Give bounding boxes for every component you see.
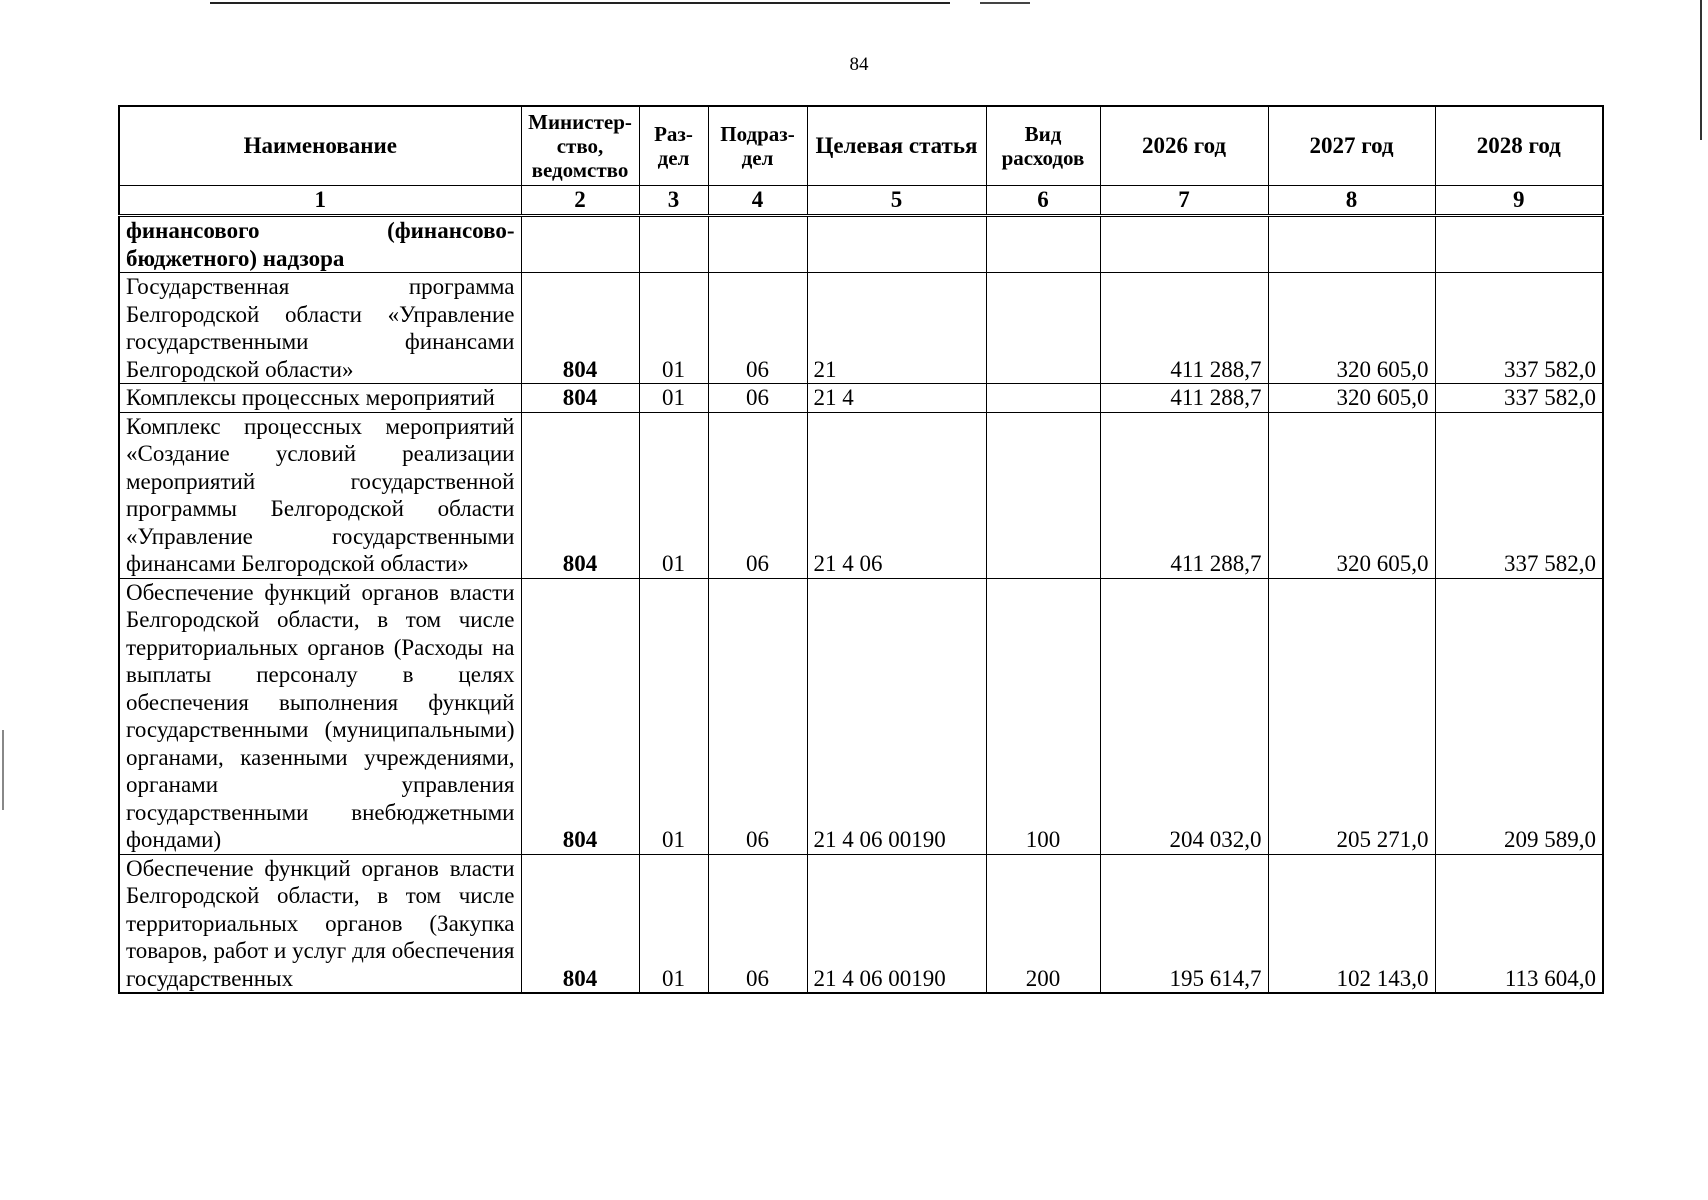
- header-section: Раз-дел: [639, 106, 708, 186]
- header-expense-type: Вид расходов: [986, 106, 1100, 186]
- row-2028: 337 582,0: [1435, 412, 1603, 578]
- row-2027: 205 271,0: [1268, 578, 1435, 854]
- header-target: Целевая статья: [807, 106, 986, 186]
- row-expense-type: 200: [986, 854, 1100, 993]
- column-number: 4: [708, 186, 807, 216]
- row-name: Комплексы процессных мероприятий: [119, 384, 521, 413]
- row-name: Государственная программа Белгородской области «Управление государственными финансами Белгородской области»: [119, 273, 521, 384]
- row-target: 21 4 06: [807, 412, 986, 578]
- row-ministry: 804: [521, 384, 639, 413]
- header-2028: 2028 год: [1435, 106, 1603, 186]
- row-section: [639, 216, 708, 273]
- row-2027: 320 605,0: [1268, 384, 1435, 413]
- scan-artifact-top-line: [210, 2, 950, 4]
- column-number: 2: [521, 186, 639, 216]
- row-2027: 102 143,0: [1268, 854, 1435, 993]
- table-row: [119, 854, 1603, 993]
- row-2026: 204 032,0: [1100, 578, 1268, 854]
- row-2028: [1435, 216, 1603, 273]
- table-row: [119, 578, 1603, 854]
- row-2027: 320 605,0: [1268, 273, 1435, 384]
- table-row: [119, 412, 1603, 578]
- row-ministry: 804: [521, 412, 639, 578]
- row-section: 01: [639, 854, 708, 993]
- header-2027: 2027 год: [1268, 106, 1435, 186]
- column-number-row: [119, 186, 1603, 216]
- column-number: 6: [986, 186, 1100, 216]
- header-ministry: Министер-ство, ведомство: [521, 106, 639, 186]
- row-section: 01: [639, 578, 708, 854]
- table-header-row: [119, 106, 1603, 186]
- row-name: Комплекс процессных мероприятий «Создание условий реализации мероприятий государственной программы Белгородской области «Управление государственными финансами Белгородской области»: [119, 412, 521, 578]
- row-2026: 411 288,7: [1100, 273, 1268, 384]
- table-row: [119, 273, 1603, 384]
- row-2028: 337 582,0: [1435, 384, 1603, 413]
- row-2026: 411 288,7: [1100, 412, 1268, 578]
- row-target: 21 4: [807, 384, 986, 413]
- column-number: 1: [119, 186, 521, 216]
- row-subsection: 06: [708, 384, 807, 413]
- row-name: Обеспечение функций органов власти Белгородской области, в том числе территориальных органов (Расходы на выплаты персоналу в целях обеспечения выполнения функций государственными (муниципальными) органами, казенными учреждениями, органами управления государственными внебюджетными фондами): [119, 578, 521, 854]
- row-2026: 411 288,7: [1100, 384, 1268, 413]
- row-ministry: 804: [521, 273, 639, 384]
- row-section: 01: [639, 273, 708, 384]
- table-row: [119, 216, 1603, 273]
- header-subsection: Подраз-дел: [708, 106, 807, 186]
- scan-artifact-top-line-short: [980, 2, 1030, 4]
- row-section: 01: [639, 412, 708, 578]
- row-ministry: 804: [521, 578, 639, 854]
- scan-artifact-left-edge: [2, 730, 4, 810]
- row-2026: 195 614,7: [1100, 854, 1268, 993]
- row-expense-type: 100: [986, 578, 1100, 854]
- row-expense-type: [986, 384, 1100, 413]
- row-target: [807, 216, 986, 273]
- row-2028: 209 589,0: [1435, 578, 1603, 854]
- row-subsection: 06: [708, 273, 807, 384]
- row-2027: 320 605,0: [1268, 412, 1435, 578]
- row-ministry: 804: [521, 854, 639, 993]
- row-2028: 113 604,0: [1435, 854, 1603, 993]
- row-target: 21 4 06 00190: [807, 578, 986, 854]
- budget-table: [118, 105, 1604, 994]
- row-subsection: 06: [708, 412, 807, 578]
- row-name: Обеспечение функций органов власти Белгородской области, в том числе территориальных органов (Закупка товаров, работ и услуг для обеспечения государственных: [119, 854, 521, 993]
- row-expense-type: [986, 273, 1100, 384]
- row-2026: [1100, 216, 1268, 273]
- row-expense-type: [986, 412, 1100, 578]
- row-2027: [1268, 216, 1435, 273]
- page-number: 84: [849, 54, 869, 75]
- header-2026: 2026 год: [1100, 106, 1268, 186]
- row-section: 01: [639, 384, 708, 413]
- row-ministry: [521, 216, 639, 273]
- column-number: 8: [1268, 186, 1435, 216]
- column-number: 5: [807, 186, 986, 216]
- row-expense-type: [986, 216, 1100, 273]
- row-subsection: 06: [708, 854, 807, 993]
- row-target: 21 4 06 00190: [807, 854, 986, 993]
- row-2028: 337 582,0: [1435, 273, 1603, 384]
- table-row: [119, 384, 1603, 413]
- row-name: финансового (финансово-бюджетного) надзора: [119, 216, 521, 273]
- column-number: 3: [639, 186, 708, 216]
- column-number: 9: [1435, 186, 1603, 216]
- row-target: 21: [807, 273, 986, 384]
- row-subsection: 06: [708, 578, 807, 854]
- header-name: Наименование: [119, 106, 521, 186]
- row-subsection: [708, 216, 807, 273]
- column-number: 7: [1100, 186, 1268, 216]
